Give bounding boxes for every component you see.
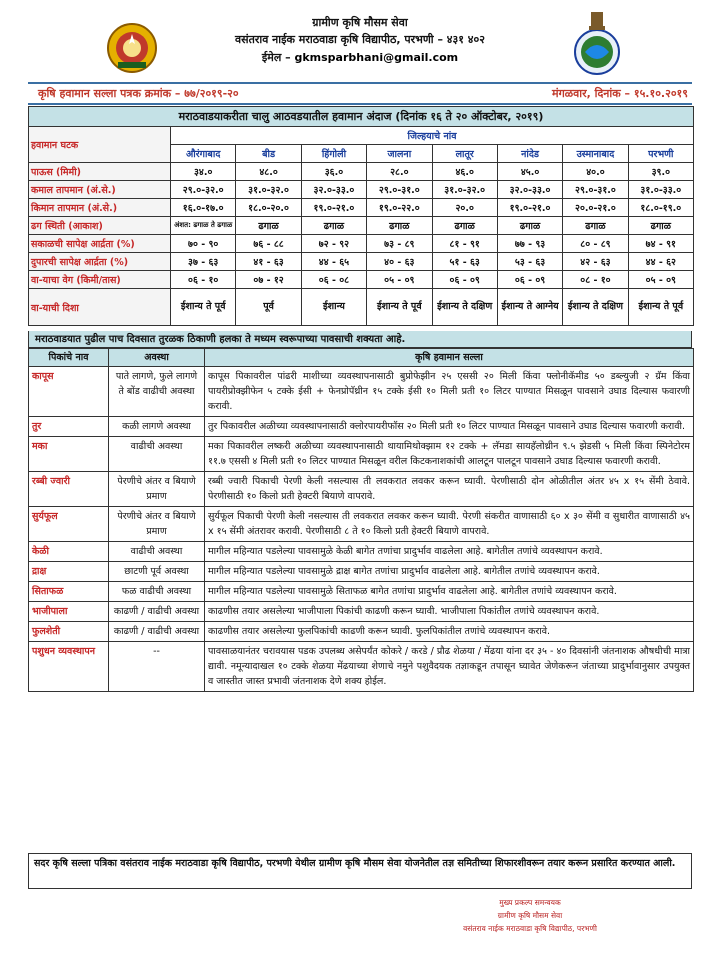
agro-advisory-table: [28, 348, 694, 692]
crop-name: केळी: [29, 542, 109, 562]
advisory-row: [29, 472, 694, 507]
crop-name: द्राक्ष: [29, 562, 109, 582]
header-line-1: ग्रामीण कृषि मौसम सेवा: [312, 16, 408, 29]
weather-value-cell: ४१ - ६३: [236, 253, 301, 271]
weather-row: [29, 253, 694, 271]
weather-value-cell: ३१.०-३२.०: [432, 181, 497, 199]
district-name: हिंगोली: [301, 145, 366, 163]
weather-value-cell: ढगाळ: [367, 217, 432, 235]
weather-value-cell: ईशान्य: [301, 289, 366, 326]
crop-name: कापूस: [29, 367, 109, 417]
weather-value-cell: ४८.०: [236, 163, 301, 181]
weather-value-cell: ७६ - ८८: [236, 235, 301, 253]
weather-value-cell: १९.०-२२.०: [367, 199, 432, 217]
weather-value-cell: ३४.०: [171, 163, 236, 181]
weather-param-label: वा-याचा वेग (किमी/तास): [29, 271, 171, 289]
weather-value-cell: २९.०-३१.०: [367, 181, 432, 199]
weather-value-cell: ०६ - ०९: [497, 271, 562, 289]
weather-row: [29, 217, 694, 235]
weather-value-cell: ५१ - ६३: [432, 253, 497, 271]
imd-emblem-icon: [570, 12, 624, 76]
weather-value-cell: १९.०-२१.०: [301, 199, 366, 217]
weather-value-cell: ३२.०-३३.०: [301, 181, 366, 199]
district-name: उस्मानाबाद: [563, 145, 628, 163]
page-header: [0, 0, 720, 82]
crop-advice: रब्बी ज्वारी पिकाची पेरणी केली नसल्यास ती लवकरात लवकर करून घ्यावी. पेरणीसाठी दोन ओळीतील अंतर ४५ x १५ सेंमी ठेवावे. पेरणीसाठी १० किलो प्रती हेक्टरी बियाणे वापरावे.: [205, 472, 694, 507]
weather-param-label: ढग स्थिती (आकाश): [29, 217, 171, 235]
email-address[interactable]: gkmsparbhani@gmail.com: [294, 51, 459, 64]
weather-value-cell: ईशान्य ते आग्नेय: [497, 289, 562, 326]
crop-column-header: पिकांचे नाव: [29, 349, 109, 367]
weather-value-cell: ४४ - ६५: [301, 253, 366, 271]
weather-value-cell: ढगाळ: [497, 217, 562, 235]
weather-value-cell: ४२ - ६३: [563, 253, 628, 271]
advisory-row: [29, 622, 694, 642]
signature-line-2: ग्रामीण कृषि मौसम सेवा: [497, 911, 563, 920]
weather-param-label: सकाळची सापेक्ष आर्द्रता (%): [29, 235, 171, 253]
weather-value-cell: ३७ - ६३: [171, 253, 236, 271]
weather-row: [29, 235, 694, 253]
crop-advice: मागील महिन्यात पडलेल्या पावसामुळे द्राक्ष बागेत तणांचा प्रादुर्भाव वाढलेला आहे. बागेतील तणांचे व्यवस्थापन करावे.: [205, 562, 694, 582]
crop-advice: पावसाळयानंतर चरावयास पडक उपलब्ध असेपर्यंत कोकरे / करडे / प्रौढ शेळया / मेंढया यांना दर ३५ - ४० दिवसांनी जंतनाशक औषधीची मात्रा द्यावी. नमून्यादाखल १० टक्के शेळया मेंढयाच्या शेणाचे नमुने पशुवैदयक तज्ञाकडून तपासून घ्यावेत जेणेकरून जंताच्या प्रादुर्भावानुसार उपयुक्त व जास्तीत जास्त प्रभावी जंतनाशक देणे शक्य होईल.: [205, 642, 694, 692]
crop-stage: पाते लागणे, फुले लागणे ते बोंड वाढीची अवस्था: [109, 367, 205, 417]
weather-forecast-table: [28, 106, 694, 326]
advisory-row: [29, 367, 694, 417]
crop-name: भाजीपाला: [29, 602, 109, 622]
param-header: हवामान घटक: [29, 127, 171, 163]
advisory-row: [29, 417, 694, 437]
crop-name: सिताफळ: [29, 582, 109, 602]
weather-value-cell: ३९.०: [628, 163, 693, 181]
weather-value-cell: २८.०: [367, 163, 432, 181]
weather-value-cell: ०६ - ०८: [301, 271, 366, 289]
advisory-row: [29, 582, 694, 602]
weather-value-cell: ०५ - ०९: [628, 271, 693, 289]
weather-value-cell: पूर्व: [236, 289, 301, 326]
weather-value-cell: ०५ - ०९: [367, 271, 432, 289]
weather-value-cell: २९.०-३२.०: [171, 181, 236, 199]
weather-value-cell: ७४ - ९१: [628, 235, 693, 253]
weather-value-cell: ढगाळ: [301, 217, 366, 235]
weather-param-label: किमान तापमान (अं.से.): [29, 199, 171, 217]
weather-value-cell: ७२ - ९२: [301, 235, 366, 253]
district-name: बीड: [236, 145, 301, 163]
weather-value-cell: १८.०-१९.०: [628, 199, 693, 217]
advisory-row: [29, 562, 694, 582]
weather-value-cell: १६.०-१७.०: [171, 199, 236, 217]
advisory-row: [29, 642, 694, 692]
district-name: औरंगाबाद: [171, 145, 236, 163]
weather-value-cell: २०.०: [432, 199, 497, 217]
weather-value-cell: ढगाळ: [563, 217, 628, 235]
signature-line-3: वसंतराव नाईक मराठवाडा कृषि विद्यापीठ, परभणी: [463, 924, 597, 933]
weather-row: [29, 181, 694, 199]
header-line-2: वसंतराव नाईक मराठवाडा कृषि विद्यापीठ, परभणी – ४३१ ४०२: [235, 33, 485, 46]
weather-param-label: पाऊस (मिमी): [29, 163, 171, 181]
weather-value-cell: ढगाळ: [628, 217, 693, 235]
crop-stage: काढणी / वाढीची अवस्था: [109, 622, 205, 642]
weather-row: [29, 163, 694, 181]
crop-stage: --: [109, 642, 205, 692]
weather-param-label: वा-याची दिशा: [29, 289, 171, 326]
weather-value-cell: ४४ - ६२: [628, 253, 693, 271]
weather-value-cell: ४५.०: [497, 163, 562, 181]
crop-stage: काढणी / वाढीची अवस्था: [109, 602, 205, 622]
crop-name: पशुधन व्यवस्थापन: [29, 642, 109, 692]
district-name: लातूर: [432, 145, 497, 163]
crop-advice: काढणीस तयार असलेल्या फुलपिकांची काढणी करून घ्यावी. फुलपिकांतील तणांचे व्यवस्थापन करावे.: [205, 622, 694, 642]
header-rule: [28, 82, 692, 84]
crop-advice: मागील महिन्यात पडलेल्या पावसामुळे सिताफळ बागेत तणांचा प्रादुर्भाव वाढलेला आहे. बागेतील तणांचे व्यवस्थापन करावे.: [205, 582, 694, 602]
weather-value-cell: ०६ - १०: [171, 271, 236, 289]
weather-value-cell: ८० - ८९: [563, 235, 628, 253]
crop-advice: मागील महिन्यात पडलेल्या पावसामुळे केळी बागेत तणांचा प्रादुर्भाव वाढलेला आहे. बागेतील तणांचे व्यवस्थापन करावे.: [205, 542, 694, 562]
crop-name: सुर्यफूल: [29, 507, 109, 542]
weather-value-cell: ईशान्य ते दक्षिण: [432, 289, 497, 326]
crop-stage: कळी लागणे अवस्था: [109, 417, 205, 437]
stage-column-header: अवस्था: [109, 349, 205, 367]
weather-table-title: मराठवाडयाकरीता चालु आठवडयातील हवामान अंदाज (दिनांक १६ ते २० ऑक्टोबर, २०१९): [29, 107, 694, 127]
email-label: ईमेल –: [261, 51, 295, 64]
weather-value-cell: १८.०-२०.०: [236, 199, 301, 217]
weather-value-cell: २९.०-३१.०: [563, 181, 628, 199]
advice-column-header: कृषि हवामान सल्ला: [205, 349, 694, 367]
weather-row: [29, 289, 694, 326]
advisory-row: [29, 602, 694, 622]
weather-param-label: दुपारची सापेक्ष आर्द्रता (%): [29, 253, 171, 271]
crop-stage: छाटणी पूर्व अवस्था: [109, 562, 205, 582]
advisory-row: [29, 542, 694, 562]
district-name: जालना: [367, 145, 432, 163]
weather-value-cell: ०७ - १२: [236, 271, 301, 289]
weather-value-cell: ४० - ६३: [367, 253, 432, 271]
weather-value-cell: ३२.०-३३.०: [497, 181, 562, 199]
crop-advice: तुर पिकावरील अळीच्या व्यवस्थापनासाठी क्लोरपायरीफॉस २० मिली प्रती १० लिटर पाण्यात मिसळून पावसाने उघाड दिल्यास फवारणी करावी.: [205, 417, 694, 437]
weather-value-cell: ७३ - ८९: [367, 235, 432, 253]
weather-value-cell: ७७ - ९३: [497, 235, 562, 253]
weather-value-cell: ईशान्य ते दक्षिण: [563, 289, 628, 326]
bulletin-number: कृषि हवामान सल्ला पत्रक क्रमांक – ७७/२०१९-२०: [38, 87, 239, 100]
crop-stage: पेरणीचे अंतर व बियाणे प्रमाण: [109, 507, 205, 542]
crop-advice: मका पिकावरील लष्करी अळीच्या व्यवस्थापनासाठी थायामिथोक्झाम १२ टक्के + लॅमडा सायहॅलोथ्रीन ९.५ झेडसी ५ मिली किंवा स्पिनेटोरम ११.७ एससी ४ मिली प्रती १० लिटर पाण्यात मिसळून वरील किटकनाशकांची आलटून पालटून पावसाने उघाड दिल्यास फवारणी करावी.: [205, 437, 694, 472]
district-name: परभणी: [628, 145, 693, 163]
crop-advice: कापूस पिकावरील पांढरी माशीच्या व्यवस्थापनासाठी बुप्रोफेझीन २५ एससी २० मिली किंवा फ्लोनीकॅमीड ५० डब्ल्युजी २ ग्रॅम किंवा पायरीप्रोक्झीफेन ५ टक्के ईसी + फेनप्रोपॅथ्रीन १५ टक्के ईसी १० मिली प्रती १० लिटर पाण्यात मिसळून पावसाने उघाड दिल्यास फवारणी करावी.: [205, 367, 694, 417]
bulletin-rule: [28, 103, 692, 105]
crop-advice: काढणीस तयार असलेल्या भाजीपाला पिकांची काढणी करून घ्यावी. भाजीपाला पिकांतील तणांचे व्यवस्थापन करावे.: [205, 602, 694, 622]
crop-stage: वाढीची अवस्था: [109, 437, 205, 472]
advisory-row: [29, 507, 694, 542]
weather-value-cell: ४६.०: [432, 163, 497, 181]
crop-name: फुलशेती: [29, 622, 109, 642]
crop-name: रब्बी ज्वारी: [29, 472, 109, 507]
weather-value-cell: ०८ - १०: [563, 271, 628, 289]
header-email-line: [150, 51, 570, 65]
forecast-summary: मराठवाडयात पुढील पाच दिवसात तुरळक ठिकाणी हलका ते मध्यम स्वरूपाच्या पावसाची शक्यता आहे.: [28, 331, 692, 348]
weather-value-cell: ०६ - ०९: [432, 271, 497, 289]
crop-stage: पेरणीचे अंतर व बियाणे प्रमाण: [109, 472, 205, 507]
weather-value-cell: ३१.०-३३.०: [628, 181, 693, 199]
weather-value-cell: ५३ - ६३: [497, 253, 562, 271]
bulletin-date: मंगळवार, दिनांक – १५.१०.२०१९: [552, 87, 688, 100]
weather-value-cell: ७० - ९०: [171, 235, 236, 253]
weather-value-cell: ढगाळ: [432, 217, 497, 235]
weather-value-cell: ८१ - ९१: [432, 235, 497, 253]
district-name: नांदेड: [497, 145, 562, 163]
weather-value-cell: ईशान्य ते पूर्व: [628, 289, 693, 326]
weather-param-label: कमाल तापमान (अं.से.): [29, 181, 171, 199]
advisory-row: [29, 437, 694, 472]
signature-line-1: मुख्य प्रकल्प समन्वयक: [499, 898, 561, 907]
district-header: जिल्हयाचे नांव: [171, 127, 694, 145]
footnote: सदर कृषि सल्ला पत्रिका वसंतराव नाईक मराठवाडा कृषि विद्यापीठ, परभणी येथील ग्रामीण कृषि मौसम सेवा योजनेतील तज्ञ समितीच्या शिफारशीवरून तयार करून प्रसारित करण्यात आली.: [28, 853, 692, 889]
weather-row: [29, 271, 694, 289]
crop-name: मका: [29, 437, 109, 472]
bulletin-bar: [28, 86, 692, 102]
weather-value-cell: ईशान्य ते पूर्व: [367, 289, 432, 326]
crop-name: तुर: [29, 417, 109, 437]
weather-row: [29, 199, 694, 217]
weather-value-cell: २०.०-२१.०: [563, 199, 628, 217]
crop-stage: वाढीची अवस्था: [109, 542, 205, 562]
weather-value-cell: ईशान्य ते पूर्व: [171, 289, 236, 326]
weather-value-cell: ढगाळ: [236, 217, 301, 235]
weather-value-cell: १९.०-२१.०: [497, 199, 562, 217]
weather-value-cell: ३६.०: [301, 163, 366, 181]
weather-value-cell: ४०.०: [563, 163, 628, 181]
crop-advice: सुर्यफूल पिकाची पेरणी केली नसल्यास ती लवकरात लवकर करून घ्यावी. पेरणी संकरीत वाणासाठी ६० x ३० सेंमी व सुधारीत वाणासाठी ४५ x १५ सेंमी अंतरावर करावी. पेरणीसाठी ८ ते १० किलो प्रती हेक्टरी बियाणे वापरावे.: [205, 507, 694, 542]
weather-value-cell: अंशत: ढगाळ ते ढगाळ: [171, 217, 236, 235]
weather-value-cell: ३१.०-३२.०: [236, 181, 301, 199]
crop-stage: फळ वाढीची अवस्था: [109, 582, 205, 602]
